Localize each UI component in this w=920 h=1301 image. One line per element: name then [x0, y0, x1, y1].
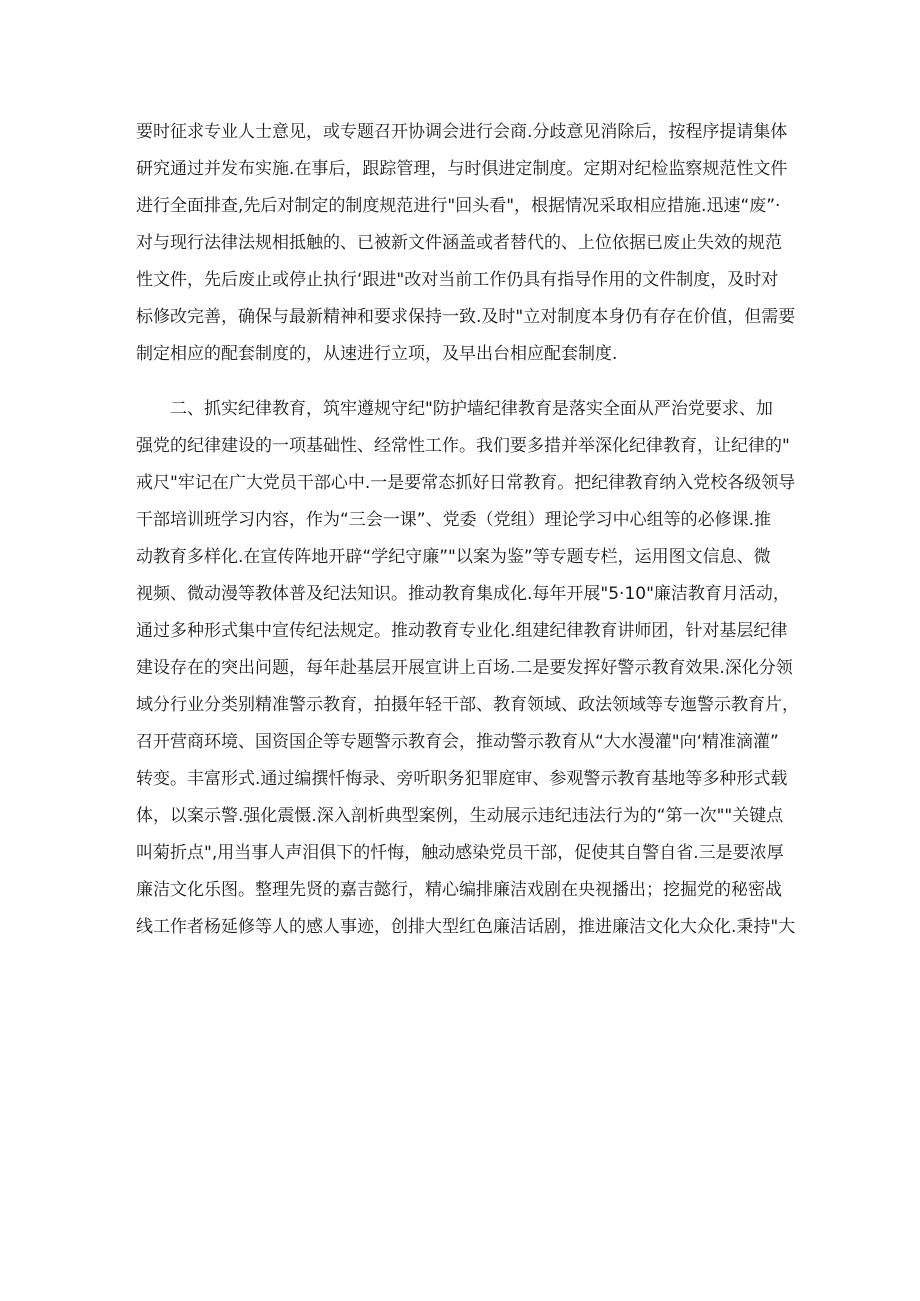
text-line: 强党的纪律建设的一项基础性、经常性工作。我们要多措并举深化纪律教育，让纪律的" [136, 436, 790, 456]
document-body [136, 114, 799, 946]
paragraph-1 [136, 114, 796, 373]
text-line: 制定相应的配套制度的，从速进行立项，及早出台相应配套制度. [136, 344, 618, 364]
text-line: 召开营商环境、国资国企等专题警示教育会，推动警示教育从“大水漫灌"向‘精准滴灌” [136, 732, 779, 752]
text-line: 要时征求专业人士意见，或专题召开协调会进行会商.分歧意见消除后，按程序提请集体 [136, 122, 788, 142]
text-line: 进行全面排查,先后对制定的制度规范进行"回头看"，根据情况采取相应措施.迅速“废”· [136, 196, 781, 216]
text-line: 体，以案示警.强化震慑.深入剖析典型案例，生动展示违纪违法行为的“第一次""关键点 [136, 806, 784, 826]
paragraph-spacer [136, 373, 796, 391]
text-line: 通过多种形式集中宣传纪法规定。推动教育专业化.组建纪律教育讲师团，针对基层纪律 [136, 621, 788, 641]
text-line: 性文件，先后废止或停止执行‘跟进"改对当前工作仍具有指导作用的文件制度，及时对 [136, 270, 779, 290]
text-line: 转变。丰富形式.通过编撰忏悔录、旁听职务犯罪庭审、参观警示教育基地等多种形式载 [136, 769, 788, 789]
text-line: 研究通过并发布实施.在事后，跟踪管理，与时俱进定制度。定期对纪检监察规范性文件 [136, 159, 788, 179]
text-line: 视频、微动漫等教体普及纪法知识。推动教育集成化.每年开展"5·10"廉洁教育月活动， [136, 584, 790, 604]
text-line: 对与现行法律法规相抵触的、已被新文件涵盖或者替代的、上位依据已废止失效的规范 [136, 233, 782, 253]
text-line: 动教育多样化.在宣传阵地开辟“学纪守廉”"以案为鉴”等专题专栏，运用图文信息、微 [136, 547, 771, 567]
text-line-indented: 二、抓实纪律教育，筑牢遵规守纪"防护墙纪律教育是落实全面从严治党要求、加 [170, 399, 773, 419]
text-line: 叫菊折点",用当事人声泪俱下的忏悔，触动感染党员干部，促使其自警自省.三是要浓厚 [136, 843, 784, 863]
text-line: 域分行业分类别精准警示教育，拍摄年轻干部、教育领域、政法领域等专迤警示教育片， [136, 695, 799, 715]
text-line: 线工作者杨延修等人的感人事迹，创排大型红色廉洁话剧，推进廉洁文化大众化.秉持"大 [136, 917, 796, 937]
text-line: 干部培训班学习内容，作为“三会一课”、党委（党组）理论学习中心组等的必修课.推 [136, 510, 772, 530]
text-line: 廉洁文化乐图。整理先贤的嘉吉懿行，精心编排廉洁戏剧在央视播出；挖掘党的秘密战 [136, 880, 782, 900]
text-line: 戒尺"牢记在广大党员干部心中.一是要常态抓好日常教育。把纪律教育纳入党校各级领导 [136, 473, 796, 493]
paragraph-2 [136, 391, 799, 946]
text-line: 建设存在的突出问题，每年赴基层开展宣讲上百场.二是要发挥好警示教育效果.深化分领 [136, 658, 793, 678]
text-line: 标修改完善，确保与最新精神和要求保持一致.及时"立对制度本身仍有存在价值，但需要 [136, 307, 796, 327]
